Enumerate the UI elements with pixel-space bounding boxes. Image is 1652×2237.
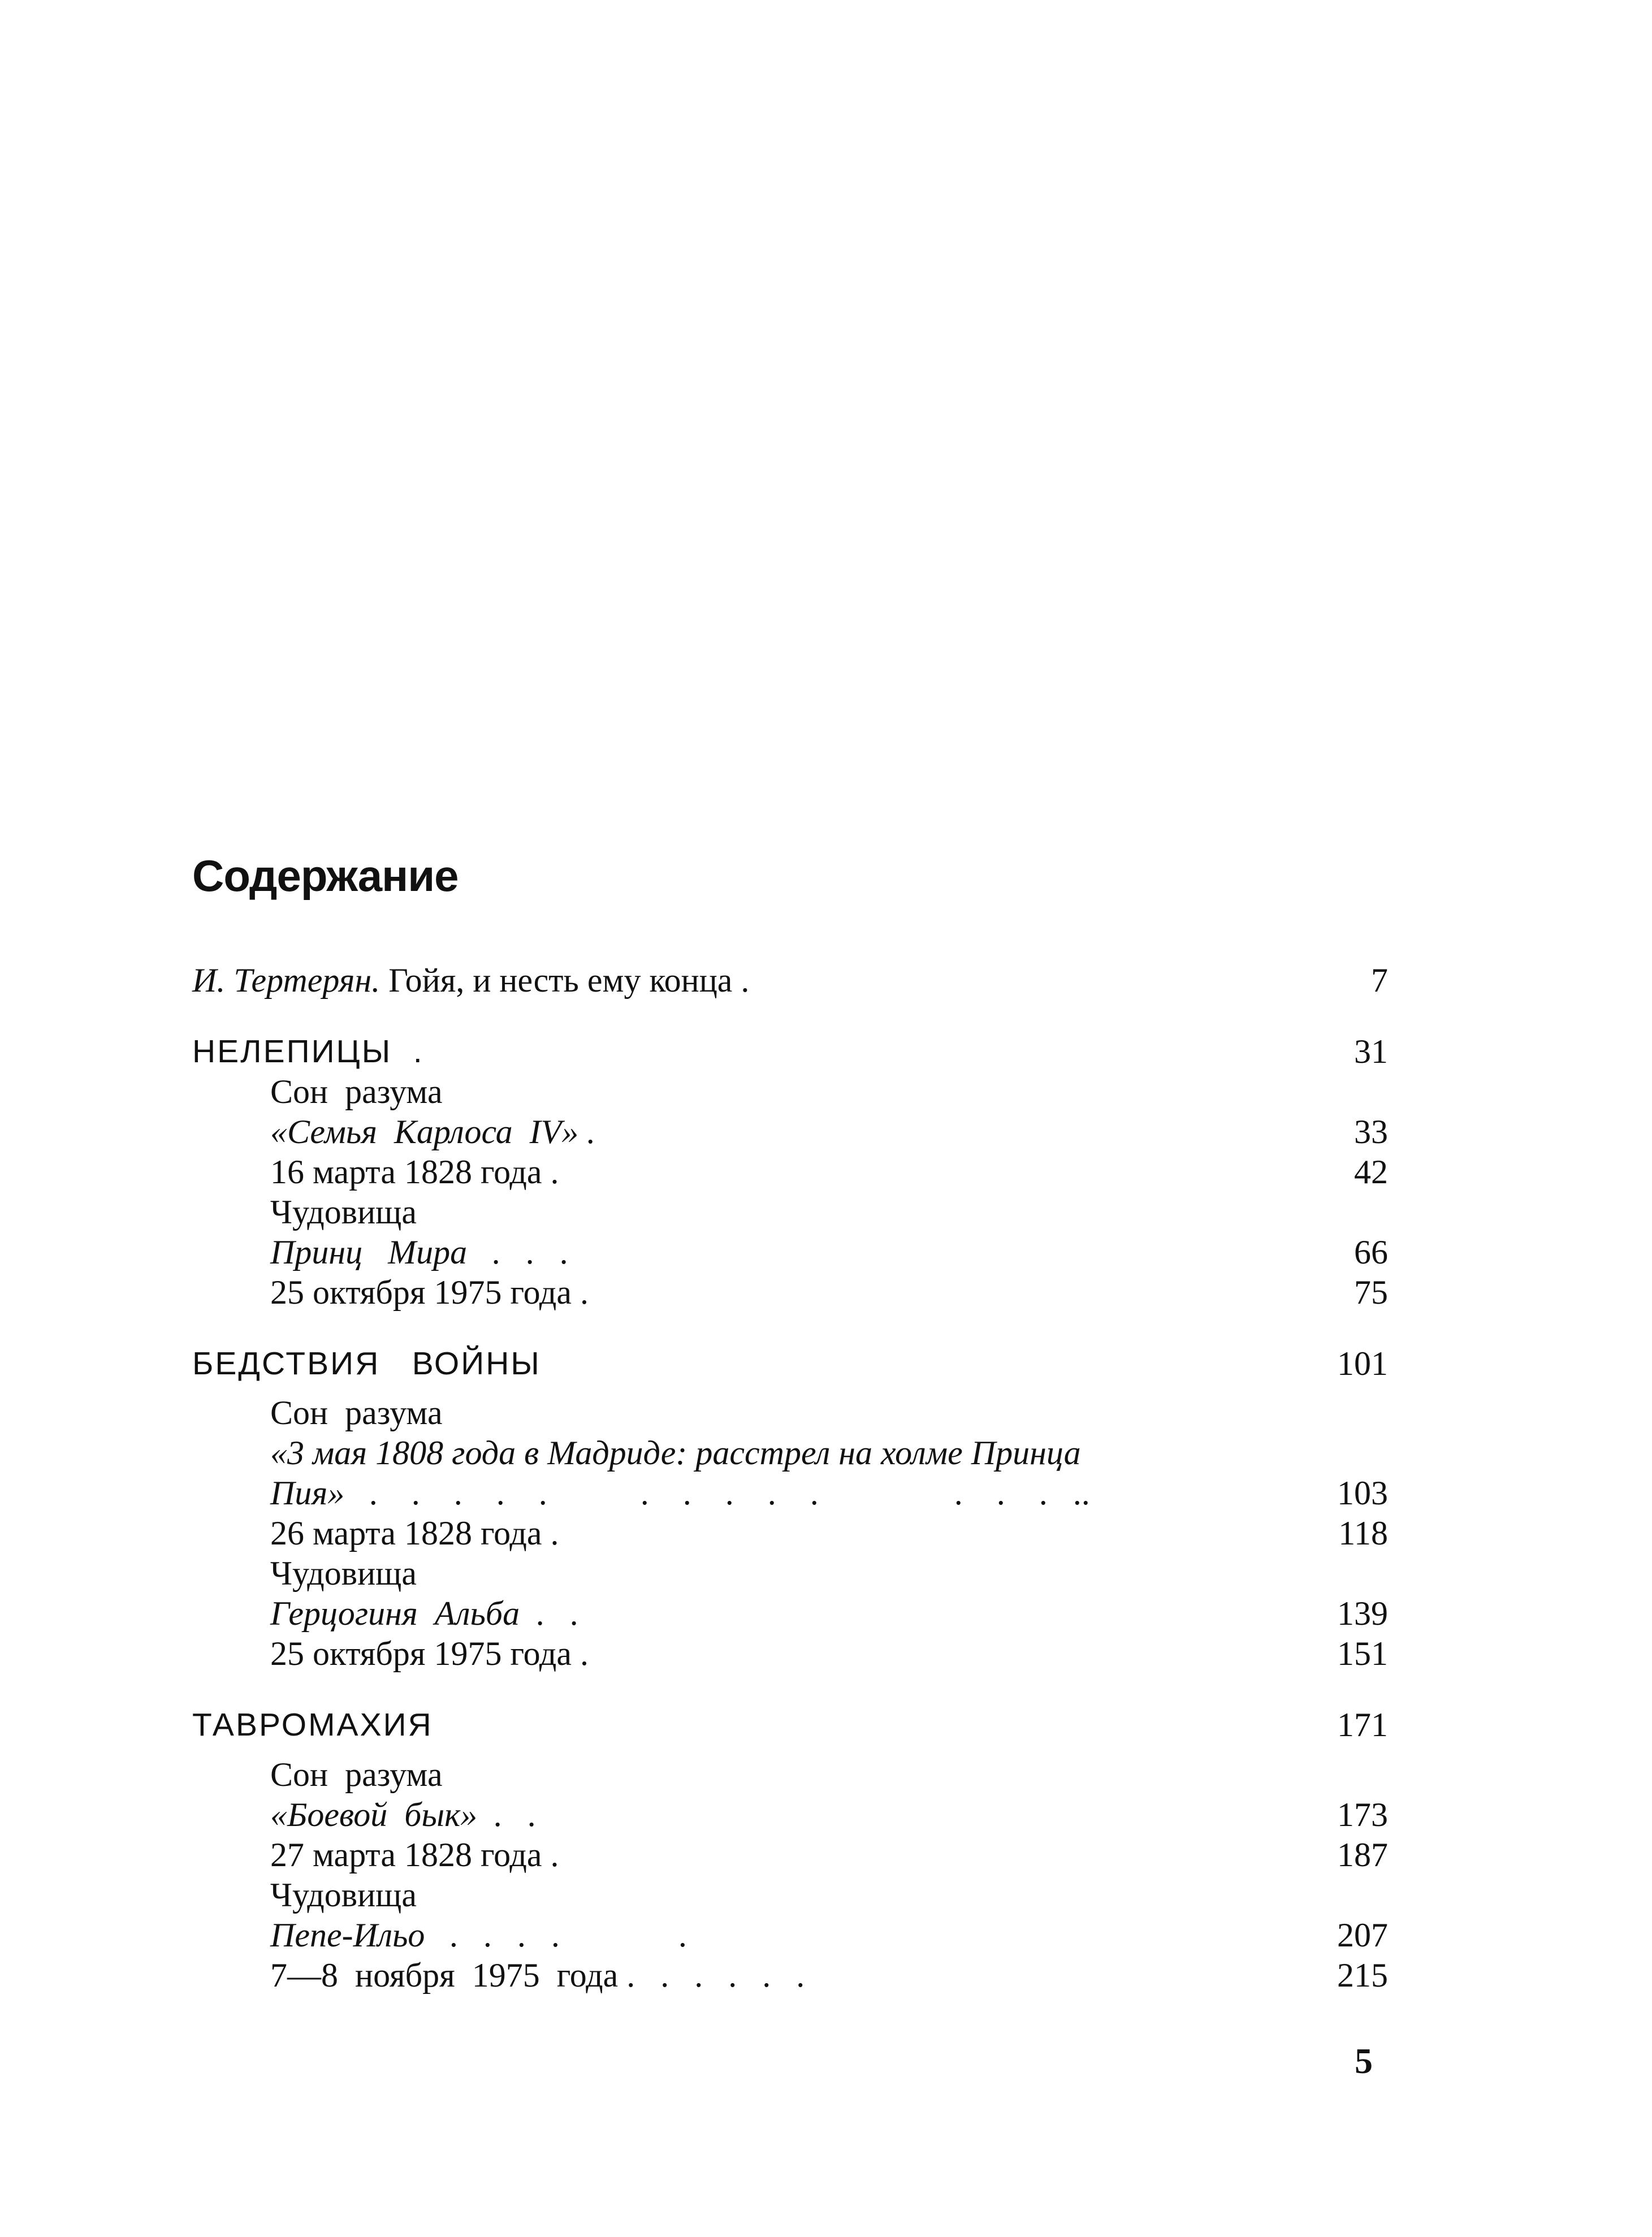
toc-page-number: 171	[1337, 1706, 1388, 1743]
toc-entry	[192, 1915, 1388, 1955]
toc-entry-label: Сон разума	[270, 1394, 443, 1431]
toc-entry-label: 25 октября 1975 года .	[270, 1635, 589, 1672]
toc-entry	[192, 1433, 1388, 1473]
toc-section-heading	[192, 1031, 1388, 1072]
toc-page-number: 118	[1338, 1515, 1388, 1552]
toc-page-number: 187	[1337, 1836, 1388, 1873]
toc-page-number: 215	[1337, 1957, 1388, 1994]
folio-page-number: 5	[1355, 2041, 1373, 2081]
toc-entry-label: Сон разума	[270, 1073, 443, 1110]
toc-entry	[192, 1192, 1388, 1232]
toc-page-number: 151	[1337, 1635, 1388, 1672]
toc-entry	[192, 1272, 1388, 1313]
toc-page-number: 103	[1337, 1474, 1388, 1512]
toc-section-label: НЕЛЕПИЦЫ .	[192, 1033, 424, 1070]
toc-page-number: 75	[1354, 1274, 1388, 1311]
toc-entry	[192, 1593, 1388, 1634]
toc-entry-label: 26 марта 1828 года .	[270, 1515, 559, 1552]
toc-page-number: 101	[1337, 1345, 1388, 1382]
toc-entry-label: Пия» . . . . . . . . . . . . . ..	[270, 1474, 1091, 1512]
toc-page-number: 7	[1371, 962, 1388, 999]
toc-entry-label: Пепе-Ильо . . . . .	[270, 1916, 688, 1954]
toc-entry	[192, 1553, 1388, 1594]
toc-page-number: 173	[1337, 1796, 1388, 1833]
toc-entry-label: 16 марта 1828 года .	[270, 1153, 559, 1191]
toc-entry-title: Гойя, и несть ему конца .	[380, 962, 750, 999]
toc-entry-label: Чудовища	[270, 1876, 417, 1914]
toc-intro-entry	[192, 960, 1388, 1001]
toc-entry-label: 27 марта 1828 года .	[270, 1836, 559, 1873]
page-title: Содержание	[192, 851, 459, 901]
toc-entry-label: Герцогиня Альба . .	[270, 1595, 580, 1632]
toc-entry	[192, 1955, 1388, 1996]
toc-entry	[192, 1232, 1388, 1273]
toc-page-number: 42	[1354, 1153, 1388, 1191]
toc-section-heading	[192, 1343, 1388, 1384]
toc-entry	[192, 1152, 1388, 1192]
toc-entry-label: Чудовища	[270, 1193, 417, 1231]
toc-entry-label: «3 мая 1808 года в Мадриде: расстрел на холме Принца	[270, 1434, 1081, 1472]
toc-section-heading	[192, 1704, 1388, 1745]
toc-entry-label: Сон разума	[270, 1756, 443, 1793]
toc-entry-label: «Боевой бык» . .	[270, 1796, 537, 1833]
toc-entry	[192, 1875, 1388, 1915]
toc-entry	[192, 1473, 1388, 1513]
toc-page-number: 33	[1354, 1113, 1388, 1150]
toc-entry-author: И. Тертерян.	[192, 962, 380, 999]
toc-page-number: 207	[1337, 1916, 1388, 1954]
toc-entry	[192, 1754, 1388, 1795]
toc-entry	[192, 1392, 1388, 1433]
toc-page-number: 31	[1354, 1033, 1388, 1070]
toc-section-label: БЕДСТВИЯ ВОЙНЫ	[192, 1345, 541, 1382]
toc-entry	[192, 1071, 1388, 1112]
toc-section-label: ТАВРОМАХИЯ	[192, 1707, 433, 1743]
toc-entry-label: Принц Мира . . .	[270, 1234, 569, 1271]
toc-entry-label: «Семья Карлоса IV» .	[270, 1113, 596, 1150]
toc-entry	[192, 1834, 1388, 1875]
toc-entry-label: 25 октября 1975 года .	[270, 1274, 589, 1311]
toc-page-number: 139	[1337, 1595, 1388, 1632]
toc-entry-label	[192, 960, 749, 1001]
toc-entry-label: Чудовища	[270, 1555, 417, 1592]
toc-entry-label: 7—8 ноября 1975 года . . . . . .	[270, 1957, 805, 1994]
toc-entry	[192, 1633, 1388, 1674]
toc-entry	[192, 1111, 1388, 1152]
toc-entry	[192, 1794, 1388, 1835]
toc-entry	[192, 1513, 1388, 1554]
toc-page-number: 66	[1354, 1234, 1388, 1271]
